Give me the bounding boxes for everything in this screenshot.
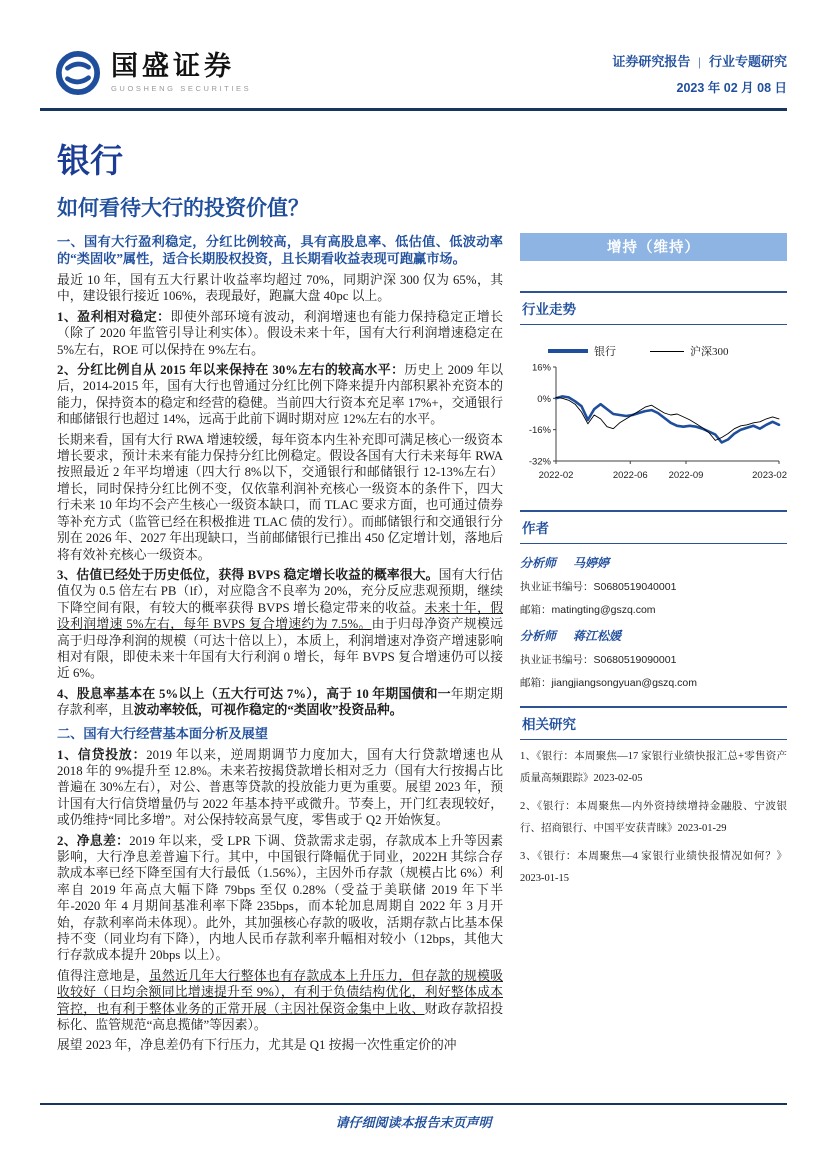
brand-name-en: GUOSHENG SECURITIES (111, 84, 252, 93)
related-research-item-2: 2、《银行：本周聚焦—内外资持续增持金融股、宁波银行、招商银行、中国平安获青睐》2023-01-29 (520, 801, 787, 835)
svg-text:-32%: -32% (528, 456, 551, 468)
authors-section (520, 510, 787, 690)
body-paragraph: 展望 2023 年，净息差仍有下行压力，尤其是 Q1 按揭一次性重定价的冲 (57, 1038, 457, 1053)
section-heading: 一、国有大行盈利稳定，分红比例较高，具有高股息率、低估值、低波动率的“类固收”属性，适合长期股权投资，且长期看收益表现可跑赢市场。 (57, 234, 503, 266)
guosheng-logo-icon (55, 50, 101, 96)
report-category: 行业专题研究 (708, 54, 787, 69)
body-paragraph: 2、分红比例自从 2015 年以来保持在 30%左右的较高水平：历史上 2009 年以后，2014-2015 年，国有大行也曾通过分红比例下降来提升内部积累补充资本的能力，保持资本的稳定和经营的稳健。当前四大行资本充足率 17%+，交通银行和邮储银行也超过 14%，远高于此前下调时期对应 12%左右的水平。 (57, 363, 503, 427)
svg-text:2022-09: 2022-09 (668, 470, 704, 481)
industry-chart (520, 343, 787, 486)
analyst-1-email-row (520, 602, 787, 617)
analyst-2-cert-row (520, 652, 787, 667)
body-paragraph: 值得注意地是，虽然近几年大行整体也有存款成本上升压力，但存款的规模吸收较好（日均余额同比增速提升至 9%），有利于负债结构优化，利好整体成本管控，也有利于整体业务的正常开展（主因社保资金集中上收、财政存款招投标化、监管规范“高息揽储”等因素）。 (57, 968, 504, 1033)
svg-text:2023-02: 2023-02 (752, 470, 787, 481)
report-body (57, 233, 503, 1099)
report-type: 证券研究报告 (612, 54, 691, 69)
analyst-2-cert-no: S0680519090001 (593, 654, 677, 666)
body-paragraph: 4、股息率基本在 5%以上（五大行可达 7%），高于 10 年期国债和一年期定期存款利率，且波动率较低，可视作稳定的“类固收”投资品种。 (57, 686, 504, 718)
body-paragraph: 1、信贷投放：2019 年以来，逆周期调节力度加大，国有大行贷款增速也从 2018 年的 9%提升至 12.8%。未来若按揭贷款增长相对乏力（国有大行按揭占比普遍在 30%左右），对公、普惠等贷款的投放能力更为重要。展望 2023 年，预计国有大行信贷增量仍与 2022 年基本持平或微升。节奏上，开门红表现较好，或仍维持“同比多增”。对公保持较高景气度，零售或于 Q2 开始恢复。 (57, 747, 504, 828)
industry-chart-svg (520, 361, 787, 481)
svg-text:-16%: -16% (528, 425, 551, 437)
analyst-1-cert-label: 执业证书编号： (520, 582, 594, 593)
analyst-1-cert-row (520, 579, 787, 594)
chart-legend (548, 343, 787, 359)
related-research-item-1: 1、《银行：本周聚焦—17 家银行业绩快报汇总+零售资产质量高频跟踪》2023-02-05 (520, 751, 787, 785)
page-footer (40, 1103, 787, 1132)
analyst-1-name-row (520, 554, 787, 571)
analyst-2-email-label: 邮箱： (520, 678, 552, 689)
bank-line-sample-icon (548, 349, 588, 353)
legend-item-csi300 (650, 343, 729, 359)
rating-badge: 增持（维持） (520, 233, 787, 261)
report-sidebar (520, 233, 787, 1099)
body-paragraph: 2、净息差：2019 年以来，受 LPR 下调、贷款需求走弱，存款成本上升等因素影响，大行净息差普遍下行。其中，中国银行降幅优于同业，2022H 其综合存款成本率已经下降至国有大行最低（1.56%），主因外币存款（规模占比 6%）利率自 2019 年高点大幅下降 79bps 至仅 0.28%（受益于美联储 2019 年下半年-2020 年 4 月期间基准利率下降 235bps，而本轮加息周期自 2022 年 3 月开始，存款利率尚未体现）。此外，其加强核心存款的吸收，活期存款占比基本保持不变（同业均有下降），内地人民币存款利率升幅相对较小（12bps，其他大行存款成本提升 20bps 以上）。 (57, 833, 503, 963)
legend-item-bank (548, 343, 616, 359)
brand-logo (55, 50, 251, 96)
svg-text:16%: 16% (531, 362, 551, 374)
report-header (40, 50, 787, 111)
body-paragraph: 3、估值已经处于历史低位，获得 BVPS 稳定增长收益的概率很大。国有大行估值仅为 0.5 倍左右 PB（lf），对应隐含不良率为 20%，充分反应悲观预期，继续下降空间有限，有较大的概率获得 BVPS 增长稳定带来的收益。未来十年，假设利润增速 5%左右，每年 BVPS 复合增速约为 7.5%。由于归母净资产规模远高于归母净利润的规模（可达十倍以上），本质上，利润增速对净资产增速影响相对有限，即使未来十年国有大行利润 0 增长，每年 BVPS 复合增速仍可以接近 6%。 (57, 567, 504, 681)
related-research-section (520, 706, 787, 890)
body-paragraph: 长期来看，国有大行 RWA 增速较缓，每年资本内生补充即可满足核心一级资本增长要求，预计未来有能力保持分红比例稳定。假设各国有大行未来每年 RWA 按照最近 2 年平均增速（四大行 8%以下，交通银行和邮储银行 12-13%左右）增长，同时保持分红比例不变，仅依靠利润补充核心一级资本的条件下，四大行未来 10 年均不会产生核心一级资本缺口，而 TLAC 要求方面，也可通过债券等补充方式（监管已经在积极推进 TLAC 债的发行）。而邮储银行和交通银行分别在 2026 年、2027 年出现缺口，当前邮储银行已推出 450 亿定增计划，落地后将有效补充核心一级资本。 (57, 432, 503, 562)
csi300-line-sample-icon (650, 351, 684, 352)
analyst-2-cert-label: 执业证书编号： (520, 655, 594, 666)
analyst-1-email-label: 邮箱： (520, 605, 552, 616)
analyst-2-email-row (520, 675, 787, 690)
analyst-1-cert-no: S0680519040001 (593, 581, 677, 593)
analyst-1-role: 分析师 (520, 556, 557, 570)
analyst-2 (520, 627, 787, 690)
brand-name (111, 53, 251, 93)
analyst-2-role: 分析师 (520, 629, 557, 643)
svg-text:0%: 0% (537, 393, 551, 405)
analyst-2-name: 蒋江松媛 (573, 629, 622, 643)
legend-label-bank: 银行 (594, 346, 616, 358)
analyst-2-name-row (520, 627, 787, 644)
industry-trend-section (520, 291, 787, 486)
svg-text:2022-02: 2022-02 (538, 470, 574, 481)
legend-label-csi300: 沪深300 (690, 346, 729, 358)
related-research-item-3: 3、《银行：本周聚焦—4 家银行业绩快报情况如何？》2023-01-15 (520, 851, 787, 885)
brand-name-cn: 国盛证券 (111, 51, 235, 81)
svg-text:2022-06: 2022-06 (612, 470, 648, 481)
related-research-heading: 相关研究 (520, 706, 787, 740)
analyst-1-name: 马婷婷 (573, 556, 610, 570)
analyst-1-email: matingting@gszq.com (551, 604, 656, 616)
report-meta (612, 51, 787, 96)
content-columns (57, 233, 787, 1099)
section-heading: 二、国有大行经营基本面分析及展望 (57, 725, 268, 741)
industry-trend-heading: 行业走势 (520, 291, 787, 325)
page-title: 如何看待大行的投资价值？ (57, 196, 309, 220)
report-type-divider: | (698, 54, 701, 69)
body-paragraph: 最近 10 年，国有五大行累计收益率均超过 70%，同期沪深 300 仅为 65%，其中，建设银行接近 106%，表现最好，跑赢大盘 40pc 以上。 (57, 273, 503, 304)
report-type-line (612, 51, 787, 70)
report-date: 2023 年 02 月 08 日 (676, 81, 787, 95)
authors-heading: 作者 (520, 510, 787, 544)
body-paragraph: 1、盈利相对稳定：即使外部环境有波动，利润增速也有能力保持稳定正增长（除了 2020 年监管引导让利实体）。假设未来十年，国有大行利润增速稳定在 5%左右，ROE 可以保持在 9%左右。 (57, 309, 504, 357)
analyst-2-email: jiangjiangsongyuan@gszq.com (551, 677, 697, 689)
analyst-1 (520, 554, 787, 617)
footer-disclaimer: 请仔细阅读本报告末页声明 (335, 1115, 492, 1130)
industry-title: 银行 (57, 144, 123, 180)
